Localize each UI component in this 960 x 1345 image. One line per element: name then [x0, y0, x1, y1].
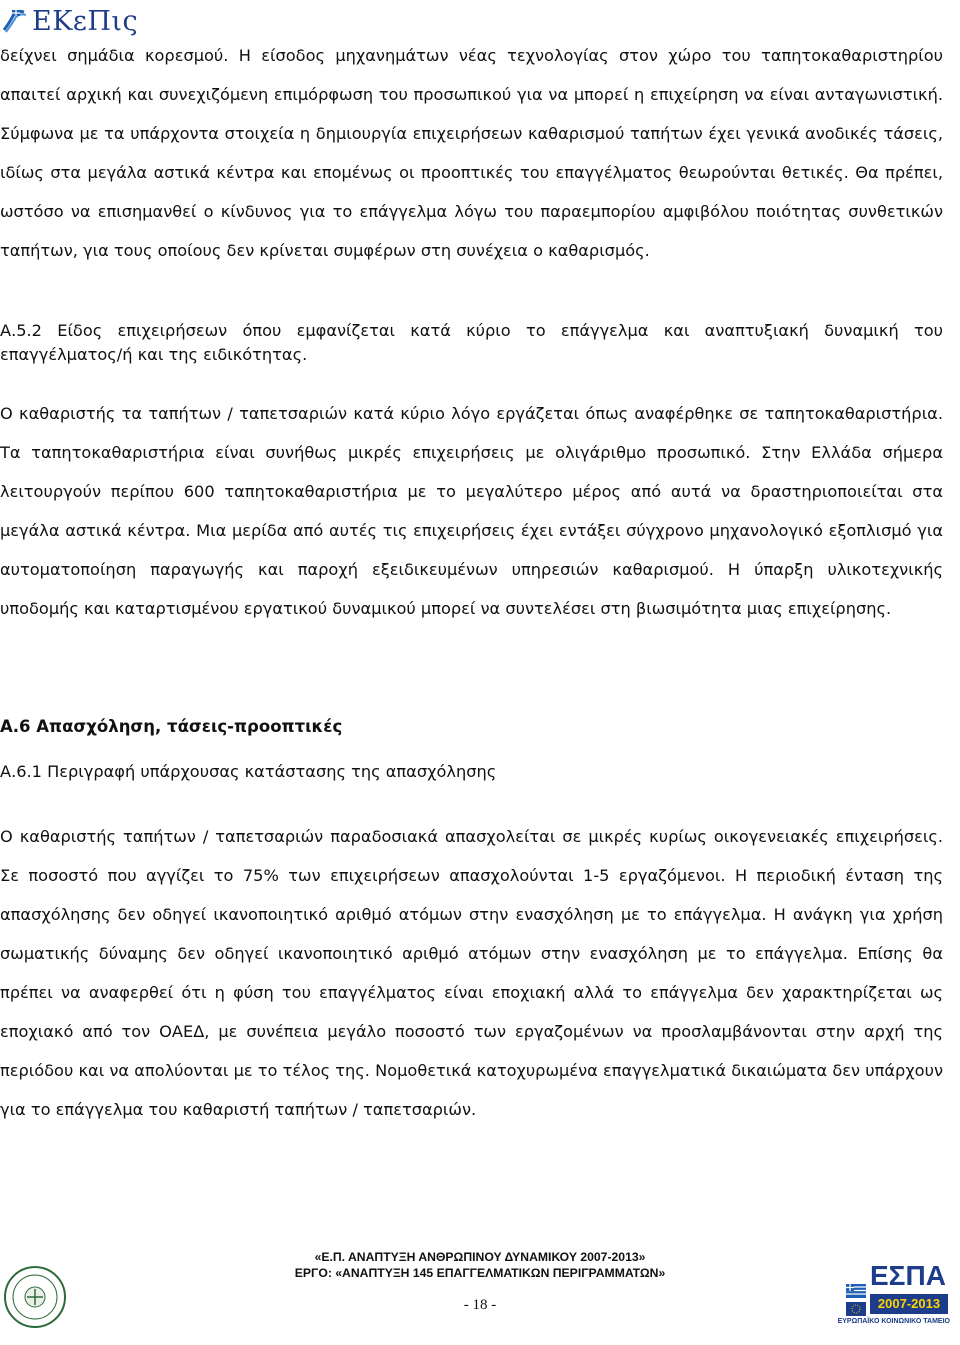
ekepis-logo	[2, 2, 138, 40]
eu-flag-icon	[846, 1302, 866, 1316]
section-a61-subheading: Α.6.1 Περιγραφή υπάρχουσας κατάστασης της απασχόλησης	[0, 762, 497, 781]
paragraph-2: Ο καθαριστής τα ταπήτων / ταπετσαριών κατά κύριο λόγο εργάζεται όπως αναφέρθηκε σε ταπητοκαθαριστήρια. Τα ταπητοκαθαριστήρια είναι συνήθως μικρές επιχειρήσεις με ολιγάριθμο προσωπικό. Στην Ελλάδα σήμερα λειτουργούν περίπου 600 ταπητοκαθαριστήρια με το μεγαλύτερο μέρος από αυτά να δραστηριοποιείται στα μεγάλα αστικά κέντρα. Μια μερίδα από αυτές τις επιχειρήσεις έχει εντάξει σύγχρονο μηχανολογικό εξοπλισμό για αυτοματοποίηση παραγωγής και παροχή εξειδικευμένων υπηρεσιών καθαρισμού. Η ύπαρξη υλικοτεχνικής υποδομής και καταρτισμένου εργατικού δυναμικού μπορεί να συντελέσει στη βιωσιμότητα μιας επιχείρησης.	[0, 404, 943, 618]
footer-project-line: ΕΡΓΟ: «ΑΝΑΠΤΥΞΗ 145 ΕΠΑΓΓΕΛΜΑΤΙΚΩΝ ΠΕΡΙΓΡΑΜΜΑΤΩΝ»	[294, 1266, 666, 1280]
paragraph-1: δείχνει σημάδια κορεσμού. Η είσοδος μηχανημάτων νέας τεχνολογίας στον χώρο του ταπητοκαθαριστηρίου απαιτεί αρχική και συνεχιζόμενη επιμόρφωση του προσωπικού για να μπορεί η επιχείρηση να είναι ανταγωνιστική. Σύμφωνα με τα υπάρχοντα στοιχεία η δημιουργία επιχειρήσεων καθαρισμού ταπήτων έχει γενικά ανοδικές τάσεις, ιδίως στα μεγάλα αστικά κέντρα και επομένως οι προοπτικές του επαγγέλματος θεωρούνται θετικές. Θα πρέπει, ωστόσο να επισημανθεί ο κίνδυνος για το επάγγελμα λόγω του παραεμπορίου αμφιβόλου ποιότητας συνθετικών ταπήτων, για τους οποίους δεν κρίνεται συμφέρων στη συνέχεια ο καθαρισμός.	[0, 46, 943, 260]
paragraph-3: Ο καθαριστής ταπήτων / ταπετσαριών παραδοσιακά απασχολείται σε μικρές κυρίως οικογενειακές επιχειρήσεις. Σε ποσοστό που αγγίζει το 75% των επιχειρήσεων απασχολούνται 1-5 εργαζόμενοι. Η περιοδική ένταση της απασχόλησης δεν οδηγεί ικανοποιητικό αριθμό ατόμων στην ενασχόληση με το επάγγελμα. Η ανάγκη για χρήση σωματικής δύναμης δεν οδηγεί ικανοποιητικό αριθμό ατόμων στην ενασχόληση με το επάγγελμα. Επίσης θα πρέπει να αναφερθεί ότι η φύση του επαγγέλματος είναι εποχιακή αλλά το επάγγελμα δεν χαρακτηρίζεται ως εποχιακό από τον ΟΑΕΔ, με συνέπεια μεγάλο ποσοστό των εργαζομένων να προσλαμβάνονται στην αρχή της περιόδου και να απολύονται με το τέλος της. Νομοθετικά κατοχυρωμένα επαγγελματικά δικαιώματα δεν υπάρχουν για το επάγγελμα του καθαριστή ταπήτων / ταπετσαριών.	[0, 827, 943, 1119]
espa-fund-text: ΕΥΡΩΠΑΪΚΟ ΚΟΙΝΩΝΙΚΟ ΤΑΜΕΙΟ	[837, 1318, 950, 1325]
espa-logo-text: ΕΣΠΑ	[870, 1260, 946, 1291]
section-a6-heading: Α.6 Απασχόληση, τάσεις-προοπτικές	[0, 717, 343, 736]
logo-text: ΕΚεΠις	[32, 5, 139, 37]
section-a52-title: Α.5.2 Είδος επιχειρήσεων όπου εμφανίζεται κατά κύριο το επάγγελμα και αναπτυξιακή δυναμική του επαγγέλματος/ή και της ειδικότητας.	[0, 321, 943, 364]
footer-program-line: «Ε.Π. ΑΝΑΠΤΥΞΗ ΑΝΘΡΩΠΙΝΟΥ ΔΥΝΑΜΙΚΟΥ 2007-2013»	[314, 1250, 646, 1264]
footer	[0, 1249, 960, 1281]
page-number: - 18 -	[463, 1297, 497, 1313]
espa-years: 2007-2013	[870, 1294, 948, 1314]
greek-flag-icon	[2, 8, 28, 34]
espa-logo	[832, 1260, 952, 1334]
greek-flag-icon	[846, 1284, 866, 1298]
